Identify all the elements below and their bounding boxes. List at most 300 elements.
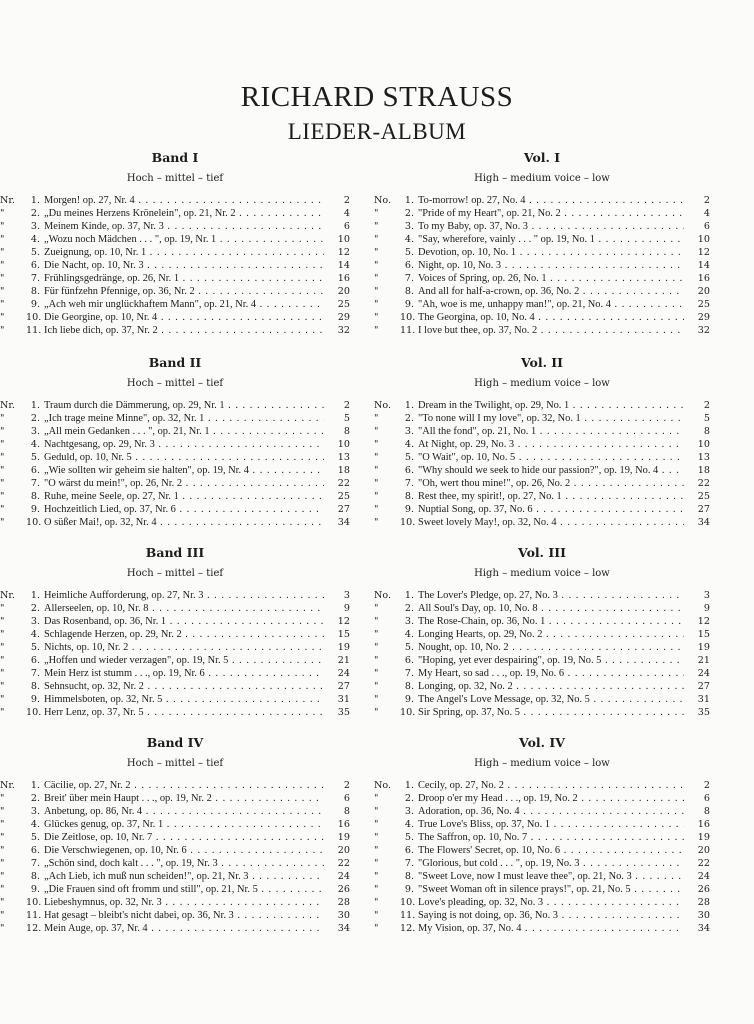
song-title: Himmelsboten, op. 32, Nr. 5 . . . — [44, 693, 324, 706]
entry-prefix: " — [0, 884, 5, 895]
song-entry — [0, 285, 350, 298]
entry-prefix: " — [0, 845, 5, 856]
song-title: My Vision, op. 37, No. 4 . . . — [418, 922, 684, 935]
entry-list — [374, 779, 710, 935]
page-number: 6 — [343, 221, 350, 232]
song-entry — [0, 207, 350, 220]
entry-number: 1. — [30, 780, 40, 791]
song-entry — [0, 503, 350, 516]
entry-prefix: " — [374, 299, 379, 310]
entry-prefix: " — [0, 694, 5, 705]
song-entry — [0, 233, 350, 246]
song-entry — [0, 628, 350, 641]
song-entry — [0, 857, 350, 870]
entry-prefix: " — [0, 642, 5, 653]
song-entry — [0, 680, 350, 693]
song-title: "Say, wherefore, vainly . . . " op. 19, No. 1 . . . — [418, 233, 684, 246]
entry-prefix: " — [374, 517, 379, 528]
entry-number: 6. — [30, 845, 40, 856]
song-entry — [0, 615, 350, 628]
page-number: 14 — [337, 260, 350, 271]
entry-prefix: " — [0, 806, 5, 817]
entry-number: 8. — [30, 286, 40, 297]
entry-prefix: " — [374, 325, 379, 336]
entry-prefix: " — [374, 439, 379, 450]
song-entry — [0, 425, 350, 438]
song-entry — [374, 909, 710, 922]
song-entry — [374, 246, 710, 259]
page-number: 10 — [337, 234, 350, 245]
song-title: Hat gesagt – bleibt's nicht dabei, op. 36, Nr. 3 . . . — [44, 909, 324, 922]
song-title: Nichts, op. 10, Nr. 2 . . . — [44, 641, 324, 654]
entry-number: 3. — [30, 426, 40, 437]
entry-number: 4. — [404, 234, 414, 245]
entry-number: 2. — [30, 603, 40, 614]
entry-prefix: " — [374, 616, 379, 627]
entry-prefix: " — [374, 452, 379, 463]
song-title: „Ach weh mir unglückhaftem Mann", op. 21, Nr. 4 . . . — [44, 298, 324, 311]
song-title: Allerseelen, op. 10, Nr. 8 . . . — [44, 602, 324, 615]
page-number: 31 — [337, 694, 350, 705]
song-entry — [374, 857, 710, 870]
page-number: 22 — [337, 478, 350, 489]
page-number: 12 — [337, 247, 350, 258]
entry-number: 10. — [400, 897, 416, 908]
song-title: Sweet lovely May!, op. 32, No. 4 . . . — [418, 516, 684, 529]
entry-prefix: " — [0, 491, 5, 502]
entry-prefix: " — [0, 452, 5, 463]
section-heading: Vol. IV — [519, 735, 565, 750]
entry-prefix: " — [0, 681, 5, 692]
song-entry — [374, 844, 710, 857]
song-entry — [374, 883, 710, 896]
song-entry — [374, 233, 710, 246]
song-entry — [0, 311, 350, 324]
entry-number: 4. — [404, 439, 414, 450]
entry-number: 6. — [30, 260, 40, 271]
entry-number: 4. — [404, 629, 414, 640]
entry-prefix: " — [374, 832, 379, 843]
entry-prefix: " — [0, 478, 5, 489]
page-number: 34 — [697, 923, 710, 934]
song-title: Ich liebe dich, op. 37, Nr. 2 . . . — [44, 324, 324, 337]
song-entry — [0, 272, 350, 285]
song-entry — [374, 654, 710, 667]
song-entry — [374, 438, 710, 451]
song-title: „Hoffen und wieder verzagen", op. 19, Nr. 5 . . . — [44, 654, 324, 667]
entry-prefix: " — [374, 286, 379, 297]
song-title: True Love's Bliss, op. 37, No. 1 . . . — [418, 818, 684, 831]
entry-prefix: " — [0, 325, 5, 336]
entry-number: 7. — [404, 668, 414, 679]
entry-number: 1. — [30, 590, 40, 601]
entry-number: 8. — [404, 491, 414, 502]
entry-prefix: " — [0, 221, 5, 232]
entry-number: 3. — [30, 616, 40, 627]
entry-prefix: " — [0, 312, 5, 323]
entry-number: 10. — [26, 312, 42, 323]
page-number: 10 — [337, 439, 350, 450]
song-entry — [0, 792, 350, 805]
song-title: Adoration, op. 36, No. 4 . . . — [418, 805, 684, 818]
page-number: 28 — [337, 897, 350, 908]
page-number: 34 — [337, 923, 350, 934]
section-heading: Band IV — [146, 735, 204, 750]
page-number: 30 — [697, 910, 710, 921]
page-number: 27 — [337, 504, 350, 515]
song-title: Schlagende Herzen, op. 29, Nr. 2 . . . — [44, 628, 324, 641]
entry-number: 9. — [404, 299, 414, 310]
song-title: „All mein Gedanken . . . ", op. 21, Nr. 1 . . . — [44, 425, 324, 438]
entry-prefix: " — [0, 910, 5, 921]
entry-number: 9. — [404, 694, 414, 705]
song-title: Zueignung, op. 10, Nr. 1 . . . — [44, 246, 324, 259]
entry-prefix: " — [0, 668, 5, 679]
page-number: 8 — [343, 806, 350, 817]
page-number: 24 — [697, 668, 710, 679]
entry-prefix: " — [0, 819, 5, 830]
song-title: Longing Hearts, op. 29, No. 2 . . . — [418, 628, 684, 641]
page-number: 12 — [697, 616, 710, 627]
song-title: Mein Herz ist stumm . . ., op. 19, Nr. 6 . . . — [44, 667, 324, 680]
song-entry — [0, 602, 350, 615]
entry-number: 10. — [26, 897, 42, 908]
page-number: 14 — [697, 260, 710, 271]
song-title: „Du meines Herzens Krönelein", op. 21, Nr. 2 . . . — [44, 207, 324, 220]
song-entry — [0, 246, 350, 259]
entry-prefix: " — [374, 897, 379, 908]
entry-number: 1. — [404, 780, 414, 791]
page-number: 4 — [703, 208, 710, 219]
song-entry — [0, 654, 350, 667]
page-number: 2 — [343, 195, 350, 206]
entry-number: 5. — [30, 832, 40, 843]
song-title: The Rose-Chain, op. 36, No. 1 . . . — [418, 615, 684, 628]
song-entry — [0, 844, 350, 857]
entry-number: 4. — [30, 819, 40, 830]
page-number: 13 — [337, 452, 350, 463]
page-number: 2 — [703, 195, 710, 206]
entry-number: 9. — [30, 694, 40, 705]
song-entry — [0, 779, 350, 792]
entry-list — [0, 779, 350, 935]
song-entry — [374, 792, 710, 805]
entry-number: 10. — [26, 517, 42, 528]
page-number: 5 — [343, 413, 350, 424]
page-number: 4 — [343, 208, 350, 219]
entry-number: 6. — [404, 465, 414, 476]
song-title: Geduld, op. 10, Nr. 5 . . . — [44, 451, 324, 464]
page-number: 9 — [703, 603, 710, 614]
entry-prefix: " — [374, 413, 379, 424]
entry-list — [0, 399, 350, 529]
entry-prefix: " — [374, 793, 379, 804]
entry-number: 6. — [404, 655, 414, 666]
song-title: All Soul's Day, op. 10, No. 8 . . . — [418, 602, 684, 615]
page-number: 34 — [697, 517, 710, 528]
entry-prefix: " — [374, 504, 379, 515]
song-title: Herr Lenz, op. 37, Nr. 5 . . . — [44, 706, 324, 719]
entry-prefix: " — [374, 806, 379, 817]
song-entry — [0, 589, 350, 602]
song-title: "Glorious, but cold . . . ", op. 19, No. 3 . . . — [418, 857, 684, 870]
page-number: 19 — [697, 832, 710, 843]
entry-prefix: " — [0, 871, 5, 882]
entry-number: 3. — [404, 426, 414, 437]
song-title: Love's pleading, op. 32, No. 3 . . . — [418, 896, 684, 909]
entry-prefix: " — [374, 247, 379, 258]
song-title: "Ah, woe is me, unhappy man!", op. 21, No. 4 . . . — [418, 298, 684, 311]
entry-prefix: " — [0, 517, 5, 528]
song-entry — [0, 693, 350, 706]
page-number: 2 — [703, 780, 710, 791]
section-heading: Vol. II — [520, 355, 564, 370]
voice-range: Hoch – mittel – tief — [126, 378, 224, 389]
song-entry — [374, 207, 710, 220]
entry-prefix: " — [374, 426, 379, 437]
entry-number: 8. — [404, 871, 414, 882]
song-entry — [374, 412, 710, 425]
song-entry — [374, 818, 710, 831]
entry-prefix: " — [0, 247, 5, 258]
entry-number: 5. — [404, 247, 414, 258]
voice-range: High – medium voice – low — [474, 758, 610, 769]
entry-prefix: No. — [374, 590, 392, 601]
song-entry — [0, 298, 350, 311]
song-entry — [0, 259, 350, 272]
song-title: Nought, op. 10, No. 2 . . . — [418, 641, 684, 654]
page-number: 31 — [697, 694, 710, 705]
voice-range: Hoch – mittel – tief — [126, 568, 224, 579]
entry-prefix: " — [0, 260, 5, 271]
song-entry — [0, 451, 350, 464]
entry-number: 3. — [404, 221, 414, 232]
page-number: 2 — [703, 400, 710, 411]
song-title: Devotion, op. 10, No. 1 . . . — [418, 246, 684, 259]
entry-prefix: No. — [374, 780, 392, 791]
song-title: "Why should we seek to hide our passion?", op. 19, No. 4 . . . — [418, 464, 684, 477]
entry-number: 3. — [30, 221, 40, 232]
song-title: „Ich trage meine Minne", op. 32, Nr. 1 . . . — [44, 412, 324, 425]
entry-prefix: " — [374, 234, 379, 245]
entry-prefix: " — [0, 793, 5, 804]
page-number: 16 — [337, 273, 350, 284]
entry-number: 2. — [30, 413, 40, 424]
page-number: 27 — [697, 681, 710, 692]
section-heading: Band I — [151, 150, 199, 165]
song-entry — [374, 285, 710, 298]
entry-prefix: " — [374, 465, 379, 476]
page-number: 2 — [343, 780, 350, 791]
entry-prefix: " — [374, 655, 379, 666]
page-number: 21 — [337, 655, 350, 666]
page-number: 8 — [703, 426, 710, 437]
entry-prefix: " — [0, 832, 5, 843]
song-title: Longing, op. 32, No. 2 . . . — [418, 680, 684, 693]
song-entry — [0, 870, 350, 883]
entry-number: 6. — [404, 260, 414, 271]
song-entry — [374, 194, 710, 207]
entry-number: 5. — [404, 832, 414, 843]
entry-number: 7. — [30, 668, 40, 679]
song-entry — [0, 641, 350, 654]
entry-number: 5. — [30, 642, 40, 653]
song-entry — [374, 516, 710, 529]
entry-prefix: " — [0, 234, 5, 245]
song-title: Heimliche Aufforderung, op. 27, Nr. 3 . . . — [44, 589, 324, 602]
entry-number: 5. — [30, 452, 40, 463]
song-entry — [374, 298, 710, 311]
entry-prefix: " — [374, 603, 379, 614]
song-entry — [374, 831, 710, 844]
page-number: 20 — [697, 845, 710, 856]
song-entry — [0, 805, 350, 818]
entry-number: 2. — [30, 793, 40, 804]
song-entry — [0, 412, 350, 425]
song-title: Die Zeitlose, op. 10, Nr. 7 . . . — [44, 831, 324, 844]
entry-number: 11. — [26, 325, 42, 336]
entry-number: 7. — [404, 273, 414, 284]
entry-prefix: " — [374, 260, 379, 271]
page-number: 29 — [337, 312, 350, 323]
song-entry — [374, 259, 710, 272]
page-number: 6 — [703, 221, 710, 232]
entry-number: 10. — [400, 517, 416, 528]
entry-prefix: " — [374, 923, 379, 934]
entry-prefix: " — [0, 286, 5, 297]
song-entry — [0, 909, 350, 922]
song-entry — [0, 324, 350, 337]
page-number: 16 — [697, 819, 710, 830]
song-entry — [0, 706, 350, 719]
song-entry — [374, 464, 710, 477]
song-entry — [374, 641, 710, 654]
entry-prefix: " — [0, 413, 5, 424]
page-number: 25 — [697, 299, 710, 310]
song-entry — [374, 425, 710, 438]
page-number: 25 — [337, 491, 350, 502]
page-number: 35 — [697, 707, 710, 718]
song-title: „Wozu noch Mädchen . . . ", op. 19, Nr. 1 . . . — [44, 233, 324, 246]
song-entry — [374, 680, 710, 693]
song-title: "Sweet Woman oft in silence prays!", op. 21, No. 5 . . . — [418, 883, 684, 896]
page-number: 3 — [343, 590, 350, 601]
page-number: 26 — [337, 884, 350, 895]
song-title: Nachtgesang, op. 29, Nr. 3 . . . — [44, 438, 324, 451]
entry-prefix: " — [374, 208, 379, 219]
page-number: 25 — [697, 491, 710, 502]
entry-prefix: " — [374, 694, 379, 705]
entry-prefix: " — [374, 819, 379, 830]
song-entry — [374, 870, 710, 883]
entry-prefix: " — [0, 629, 5, 640]
song-title: "Oh, wert thou mine!", op. 26, No. 2 . . . — [418, 477, 684, 490]
page-number: 9 — [343, 603, 350, 614]
entry-number: 3. — [30, 806, 40, 817]
entry-prefix: " — [0, 299, 5, 310]
voice-range: High – medium voice – low — [474, 568, 610, 579]
entry-number: 8. — [30, 681, 40, 692]
entry-number: 4. — [30, 234, 40, 245]
section-heading: Band III — [145, 545, 205, 560]
entry-number: 6. — [30, 465, 40, 476]
entry-prefix: " — [374, 629, 379, 640]
entry-number: 2. — [404, 413, 414, 424]
song-title: "O wärst du mein!", op. 26, Nr. 2 . . . — [44, 477, 324, 490]
song-entry — [374, 628, 710, 641]
page-number: 27 — [337, 681, 350, 692]
song-title: Cecily, op. 27, No. 2 . . . — [418, 779, 684, 792]
song-title: Sir Spring, op. 37, No. 5 . . . — [418, 706, 684, 719]
page-number: 8 — [343, 426, 350, 437]
page-number: 12 — [337, 616, 350, 627]
song-entry — [0, 667, 350, 680]
song-title: „Ach Lieb, ich muß nun scheiden!", op. 21, Nr. 3 . . . — [44, 870, 324, 883]
page-number: 22 — [697, 858, 710, 869]
entry-prefix: " — [374, 273, 379, 284]
song-title: "Hoping, yet ever despairing", op. 19, No. 5 . . . — [418, 654, 684, 667]
song-entry — [374, 693, 710, 706]
entry-number: 8. — [30, 491, 40, 502]
song-title: "All the fond", op. 21, No. 1 . . . — [418, 425, 684, 438]
song-entry — [0, 464, 350, 477]
song-title: "O Wait", op. 10, No. 5 . . . — [418, 451, 684, 464]
page-number: 29 — [697, 312, 710, 323]
entry-number: 9. — [404, 884, 414, 895]
song-entry — [0, 896, 350, 909]
entry-number: 7. — [30, 478, 40, 489]
page-number: 21 — [697, 655, 710, 666]
entry-number: 6. — [30, 655, 40, 666]
page-number: 10 — [697, 439, 710, 450]
entry-list — [0, 194, 350, 337]
song-entry — [0, 220, 350, 233]
page-number: 30 — [337, 910, 350, 921]
song-entry — [374, 272, 710, 285]
entry-number: 9. — [30, 299, 40, 310]
song-entry — [374, 602, 710, 615]
page-subtitle: LIEDER-ALBUM — [287, 119, 467, 144]
entry-number: 1. — [404, 590, 414, 601]
song-title: Droop o'er my Head . . ., op. 19, No. 2 . . . — [418, 792, 684, 805]
song-title: Saying is not doing, op. 36, No. 3 . . . — [418, 909, 684, 922]
entry-prefix: No. — [374, 400, 392, 411]
song-title: Mein Auge, op. 37, Nr. 4 . . . — [44, 922, 324, 935]
entry-number: 12. — [400, 923, 416, 934]
page-number: 8 — [703, 806, 710, 817]
song-title: Nuptial Song, op. 37, No. 6 . . . — [418, 503, 684, 516]
song-entry — [374, 896, 710, 909]
song-title: Night, op. 10, No. 3 . . . — [418, 259, 684, 272]
entry-number: 10. — [400, 312, 416, 323]
song-entry — [374, 311, 710, 324]
page-number: 19 — [697, 642, 710, 653]
song-entry — [374, 589, 710, 602]
page-number: 27 — [697, 504, 710, 515]
page-number: 10 — [697, 234, 710, 245]
page-number: 20 — [337, 286, 350, 297]
song-title: To-morrow! op. 27, No. 4 . . . — [418, 194, 684, 207]
entry-prefix: " — [374, 221, 379, 232]
page-number: 2 — [343, 400, 350, 411]
song-title: And all for half-a-crown, op. 36, No. 2 . . . — [418, 285, 684, 298]
section-heading: Vol. III — [518, 545, 566, 560]
page-number: 18 — [697, 465, 710, 476]
page-number: 12 — [697, 247, 710, 258]
voice-range: High – medium voice – low — [474, 378, 610, 389]
entry-number: 7. — [404, 478, 414, 489]
page-number: 28 — [697, 897, 710, 908]
